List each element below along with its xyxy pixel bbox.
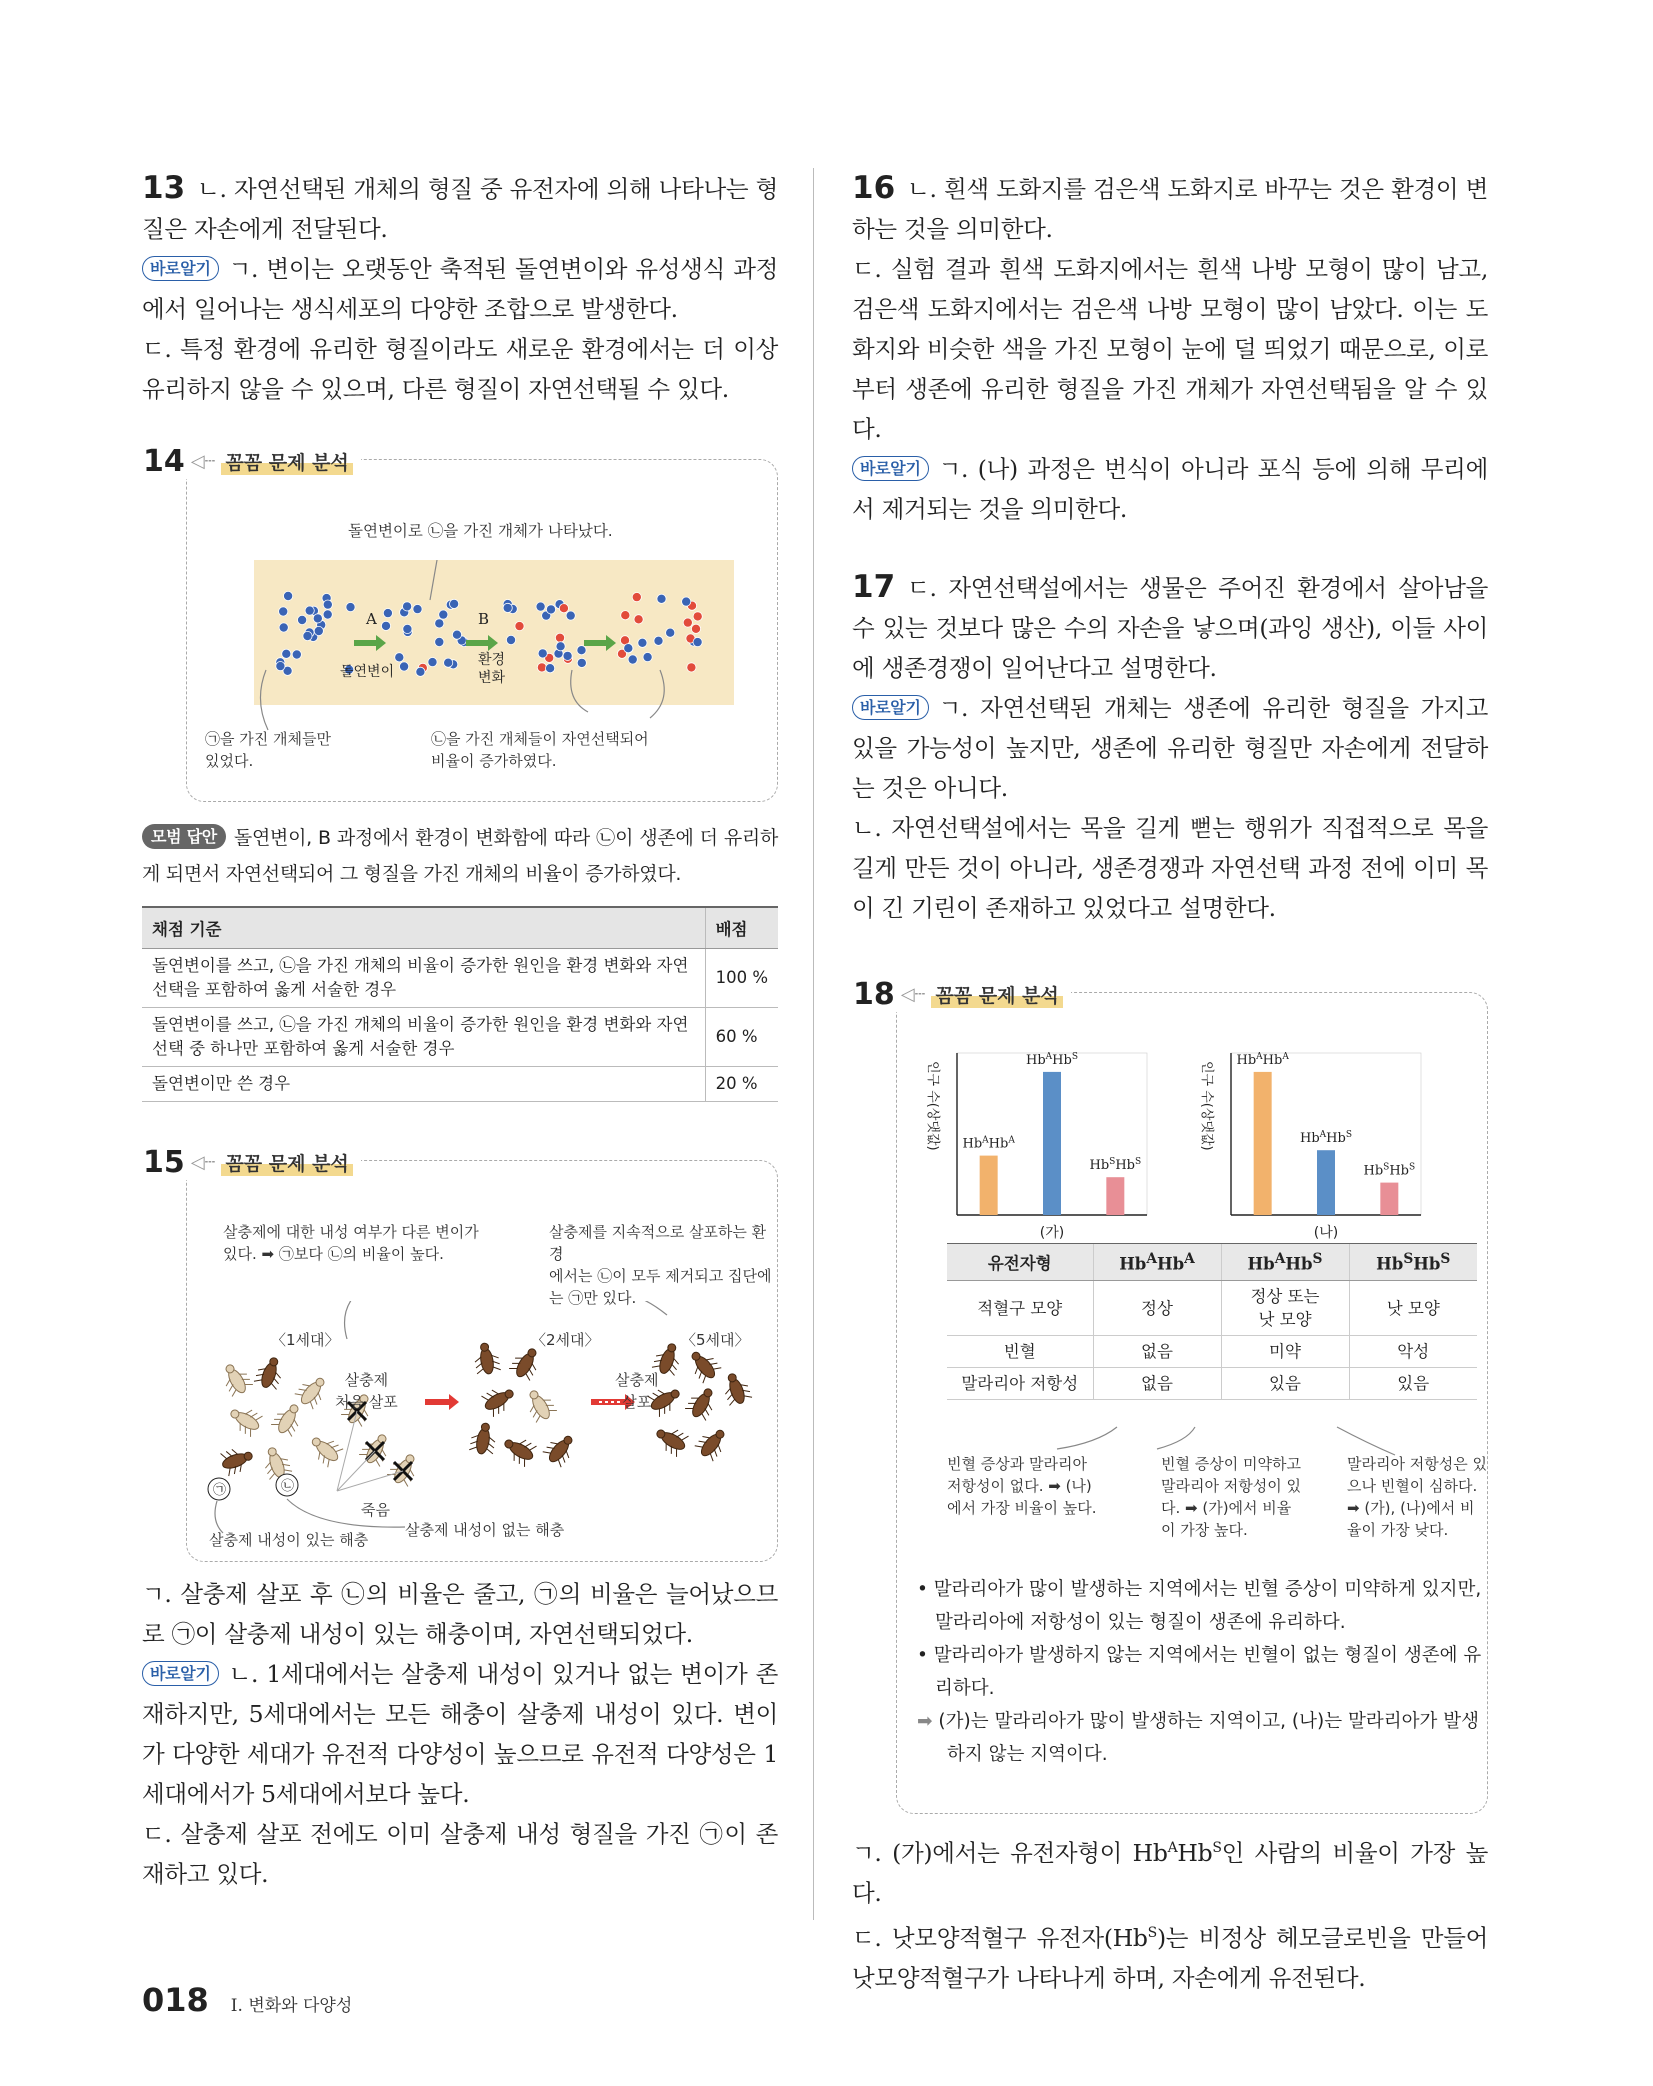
- q18-conclusion: ➡ (가)는 말라리아가 많이 발생하는 지역이고, (나)는 말라리아가 발생하지 않는 지역이다.: [917, 1711, 1479, 1765]
- resistant-note: 살충제 내성이 있는 해충: [209, 1531, 369, 1549]
- bar-label: $Hb^SHb^S$: [1363, 1162, 1416, 1179]
- nonresistant-pest-icon: [270, 1399, 306, 1438]
- resistant-pest-icon: [472, 1341, 501, 1376]
- gen2-label: 〈2세대〉: [531, 1331, 600, 1349]
- scoring-criterion: 돌연변이만 쓴 경우: [142, 1067, 705, 1102]
- cell: 낫 모양: [1349, 1281, 1477, 1336]
- table-row: [142, 1067, 778, 1102]
- individual-a-dot: [416, 667, 425, 676]
- individual-a-dot: [452, 630, 461, 639]
- marker-b-label: ㉡: [281, 1479, 295, 1494]
- q15-p1: ㄱ. 살충제 살포 후 ㉡의 비율은 줄고, ㉠의 비율은 늘어났으므로 ㉠이 살충제 내성이 있는 해충이며, 자연선택되었다.: [142, 1580, 778, 1648]
- q15-analysis-box: [143, 1145, 778, 1562]
- scoring-criterion: 돌연변이를 쓰고, ㉡을 가진 개체의 비율이 증가한 원인을 환경 변화와 자연선택 중 하나만 포함하여 옳게 서술한 경우: [142, 1008, 705, 1067]
- q13-correction-badge: 바로알기: [142, 256, 219, 281]
- x-axis-label: (가): [1039, 1225, 1065, 1241]
- table-row: [142, 949, 778, 1008]
- q18-bullet-2: • 말라리아가 발생하지 않는 지역에서는 빈혈이 없는 형질이 생존에 유리하다.: [917, 1645, 1482, 1699]
- nonresistant-pest-icon: [218, 1359, 254, 1398]
- cell: 없음: [1093, 1336, 1221, 1368]
- table-row: [947, 1368, 1477, 1400]
- cell: 정상: [1093, 1281, 1221, 1336]
- page-number: 018: [142, 1981, 209, 2019]
- genotype-header: 유전자형: [947, 1244, 1093, 1281]
- y-axis-label: 인구 수(상댓값): [925, 1061, 940, 1151]
- q14-box-title: 꼼꼼 문제 분석: [221, 448, 352, 475]
- step-b-label: B: [478, 610, 490, 628]
- scoring-header: [142, 907, 778, 949]
- scoring-table: [142, 906, 778, 1102]
- q15-box-title: 꼼꼼 문제 분석: [221, 1149, 352, 1176]
- individual-a-dot: [566, 611, 575, 620]
- individual-b-dot: [634, 615, 643, 624]
- bar: [980, 1156, 998, 1215]
- individual-a-dot: [577, 658, 586, 667]
- q16: [852, 168, 1488, 529]
- q14-note-right: ㉡을 가진 개체들이 자연선택되어 비율이 증가하였다.: [431, 730, 649, 770]
- left-column: [142, 168, 778, 1894]
- individual-b-dot: [687, 663, 696, 672]
- resistant-pest-icon: [469, 1421, 498, 1456]
- individual-a-dot: [403, 602, 412, 611]
- page-footer: [142, 1981, 352, 2019]
- individual-a-dot: [439, 610, 448, 619]
- table-row: [947, 1281, 1477, 1336]
- marker-a-label: ㉠: [213, 1483, 227, 1498]
- q16-p1: ㄴ. 흰색 도화지를 검은색 도화지로 바꾸는 것은 환경이 변하는 것을 의미한다.: [852, 175, 1488, 243]
- individual-a-dot: [298, 615, 307, 624]
- individual-a-dot: [279, 607, 288, 616]
- resistant-pest-icon: [720, 1370, 753, 1407]
- individual-a-dot: [303, 631, 312, 640]
- bar-label: $Hb^AHb^A$: [962, 1135, 1015, 1152]
- cell: 정상 또는 낫 모양: [1221, 1281, 1349, 1336]
- individual-a-dot: [577, 646, 586, 655]
- bar-label: $Hb^AHb^S$: [1299, 1130, 1353, 1147]
- bar: [1254, 1072, 1272, 1215]
- q17-number: 17: [852, 569, 896, 605]
- model-answer-badge: 모범 답안: [142, 824, 226, 849]
- resistant-pest-icon: [693, 1423, 731, 1462]
- individual-a-dot: [506, 635, 515, 644]
- individual-b-dot: [515, 622, 524, 631]
- bar: [1043, 1072, 1061, 1215]
- chart-na: [1171, 1045, 1441, 1245]
- individual-a-dot: [666, 628, 675, 637]
- pointer-icon: ◁┄: [190, 1152, 216, 1173]
- individual-a-dot: [323, 600, 332, 609]
- q14-number: 14: [143, 444, 185, 479]
- table-row: [947, 1336, 1477, 1368]
- individual-a-dot: [450, 599, 459, 608]
- genotype-col-ss: $Hb^SHb^S$: [1349, 1244, 1477, 1281]
- q18-number: 18: [853, 977, 895, 1012]
- q13-p2: ㄱ. 변이는 오랫동안 축적된 돌연변이와 유성생식 과정에서 일어나는 생식세포의 다양한 조합으로 발생한다.: [142, 255, 778, 323]
- chart-ga: [897, 1045, 1167, 1245]
- q15-p3: ㄷ. 살충제 살포 전에도 이미 살충제 내성 형질을 가진 ㉠이 존재하고 있다.: [142, 1820, 778, 1888]
- q14-analysis-box: [143, 444, 778, 802]
- bar: [1317, 1150, 1335, 1215]
- individual-a-dot: [444, 658, 453, 667]
- individual-a-dot: [313, 614, 322, 623]
- q18-box-title: 꼼꼼 문제 분석: [931, 981, 1062, 1008]
- q14-top-note: 돌연변이로 ㉡을 가진 개체가 나타났다.: [348, 522, 613, 540]
- env-change-label: 변화: [478, 670, 506, 686]
- individual-b-dot: [555, 633, 564, 642]
- bar: [1106, 1177, 1124, 1215]
- q15-correction-badge: 바로알기: [142, 1661, 219, 1686]
- nonresistant-pest-icon: [225, 1402, 264, 1438]
- individual-a-dot: [693, 638, 702, 647]
- individual-a-dot: [563, 651, 572, 660]
- q13: [142, 168, 778, 409]
- x-axis-label: (나): [1313, 1225, 1339, 1241]
- resistant-pest-icon: [684, 1345, 722, 1384]
- individual-a-dot: [546, 664, 555, 673]
- individual-a-dot: [305, 606, 314, 615]
- death-label: 죽음: [361, 1501, 390, 1519]
- q16-correction-badge: 바로알기: [852, 456, 929, 481]
- scoring-header-criterion: 채점 기준: [142, 907, 705, 949]
- section-title: Ⅰ. 변화와 다양성: [230, 1996, 353, 2016]
- individual-a-dot: [682, 597, 691, 606]
- q13-p1: ㄴ. 자연선택된 개체의 형질 중 유전자에 의해 나타나는 형질은 자손에게 전달된다.: [142, 175, 778, 243]
- individual-a-dot: [628, 655, 637, 664]
- individual-a-dot: [346, 603, 355, 612]
- q17: [852, 567, 1488, 928]
- individual-a-dot: [403, 624, 412, 633]
- gen5-label: 〈5세대〉: [681, 1331, 750, 1349]
- individual-a-dot: [314, 626, 323, 635]
- resistant-pest-icon: [219, 1444, 256, 1477]
- q18-note-3: 말라리아 저항성은 있 으나 빈혈이 심하다. ➡ (가), (나)에서 비 율이 가장 낮다.: [1347, 1455, 1487, 1539]
- bar-label: $Hb^SHb^S$: [1089, 1157, 1142, 1174]
- bar-label: $Hb^AHb^A$: [1236, 1051, 1289, 1068]
- step-a-label: A: [366, 610, 377, 628]
- individual-b-dot: [683, 618, 692, 627]
- resistant-pest-icon: [684, 1383, 720, 1422]
- individual-b-dot: [693, 612, 702, 621]
- individual-a-dot: [643, 653, 652, 662]
- q16-p2: ㄷ. 실험 결과 흰색 도화지에서는 흰색 나방 모형이 많이 남고, 검은색 도화지에서는 검은색 나방 모형이 많이 남았다. 이는 도화지와 비슷한 색을 가진 모형이 눈에 덜 띄었기 때문으로, 이로부터 생존에 유리한 형질을 가진 개체가 자연선택됨을 알 수 있다.: [852, 255, 1488, 443]
- scoring-score: 20 %: [705, 1067, 778, 1102]
- genotype-col-as: $Hb^AHb^S$: [1221, 1244, 1349, 1281]
- resistant-pest-icon: [541, 1429, 579, 1468]
- individual-b-dot: [559, 604, 568, 613]
- individual-b-dot: [691, 624, 700, 633]
- q18-analysis-box: [853, 977, 1488, 1814]
- individual-a-dot: [556, 642, 565, 651]
- individual-a-dot: [538, 649, 547, 658]
- bar-label: $Hb^AHb^S$: [1025, 1051, 1079, 1068]
- q18-note-2: 빈혈 증상이 미약하고 말라리아 저항성이 있 다. ➡ (가)에서 비율 이 가장 높다.: [1161, 1455, 1301, 1539]
- scoring-criterion: 돌연변이를 쓰고, ㉡을 가진 개체의 비율이 증가한 원인을 환경 변화와 자연선택을 포함하여 옳게 서술한 경우: [142, 949, 705, 1008]
- gen1-label: 〈1세대〉: [271, 1331, 340, 1349]
- q17-p2: ㄱ. 자연선택된 개체는 생존에 유리한 형질을 가지고 있을 가능성이 높지만, 생존에 유리한 형질만 자손에게 전달하는 것은 아니다.: [852, 694, 1488, 802]
- q18-note-1: 빈혈 증상과 말라리아 저항성이 없다. ➡ (나) 에서 가장 비율이 높다.: [947, 1455, 1097, 1517]
- individual-a-dot: [413, 605, 422, 614]
- scoring-score: 60 %: [705, 1008, 778, 1067]
- bar: [1380, 1183, 1398, 1215]
- individual-a-dot: [292, 650, 301, 659]
- scoring-score: 100 %: [705, 949, 778, 1008]
- individual-a-dot: [638, 638, 647, 647]
- spray-label: 살충제 살포: [615, 1371, 659, 1411]
- q16-p3: ㄱ. (나) 과정은 번식이 아니라 포식 등에 의해 무리에서 제거되는 것을 의미한다.: [852, 455, 1488, 523]
- individual-a-dot: [435, 637, 444, 646]
- q15-note-top-right: 살충제를 지속적으로 살포하는 환경 에서는 ㉡이 모두 제거되고 집단에 는 ㉠만 있다.: [549, 1223, 772, 1307]
- individual-a-dot: [546, 605, 555, 614]
- q15-note-top-left: 살충제에 대한 내성 여부가 다른 변이가 있다. ➡ ㉠보다 ㉡의 비율이 높다.: [223, 1223, 479, 1263]
- cell: 없음: [1093, 1368, 1221, 1400]
- individual-a-dot: [428, 658, 437, 667]
- individual-a-dot: [279, 623, 288, 632]
- resistant-pest-icon: [480, 1382, 519, 1418]
- table-row: [142, 1008, 778, 1067]
- nonresistant-pest-icon: [305, 1430, 344, 1468]
- q13-number: 13: [142, 170, 186, 206]
- individual-a-dot: [323, 610, 332, 619]
- individual-a-dot: [624, 644, 633, 653]
- individual-a-dot: [657, 594, 666, 603]
- individual-a-dot: [654, 636, 663, 645]
- q16-number: 16: [852, 170, 896, 206]
- cell: 있음: [1221, 1368, 1349, 1400]
- row-label: 적혈구 모양: [947, 1281, 1093, 1336]
- q15-p2: ㄴ. 1세대에서는 살충제 내성이 있거나 없는 변이가 존재하지만, 5세대에서는 모든 해충이 살충제 내성이 있다. 변이가 다양한 세대가 유전적 다양성이 높으므로 유전적 다양성은 1세대에서가 5세대에서보다 높다.: [142, 1660, 778, 1808]
- individual-a-dot: [282, 649, 291, 658]
- pointer-icon: ◁┄: [190, 451, 216, 472]
- q18-p1: ㄱ. (가)에서는 유전자형이 $Hb^AHb^S$인 사람의 비율이 가장 높다.: [852, 1838, 1488, 1907]
- right-column: [852, 168, 1488, 1998]
- nonresistant-pest-icon: [293, 1371, 331, 1410]
- resistant-pest-icon: [499, 1432, 538, 1468]
- scoring-header-score: 배점: [705, 907, 778, 949]
- cell: 있음: [1349, 1368, 1477, 1400]
- individual-a-dot: [395, 653, 404, 662]
- q14-note-left: ㉠을 가진 개체들만 있었다.: [205, 730, 331, 770]
- q14-population-diagram: [254, 560, 734, 750]
- nonresistant-note: 살충제 내성이 없는 해충: [405, 1521, 565, 1539]
- q18-p2: ㄷ. 낫모양적혈구 유전자$(Hb^S)$는 비정상 헤모글로빈을 만들어 낫모양적혈구가 나타나게 하며, 자손에게 유전된다.: [852, 1923, 1488, 1992]
- q13-p3: ㄷ. 특정 환경에 유리한 형질이라도 새로운 환경에서는 더 이상 유리하지 않을 수 있으며, 다른 형질이 자연선택될 수 있다.: [142, 335, 778, 403]
- q14-model-answer: 돌연변이, B 과정에서 환경이 변화함에 따라 ㉡이 생존에 더 유리하게 되면서 자연선택되어 그 형질을 가진 개체의 비율이 증가하였다.: [142, 827, 778, 885]
- individual-a-dot: [435, 619, 444, 628]
- individual-a-dot: [381, 621, 390, 630]
- individual-a-dot: [503, 603, 512, 612]
- q18-bullet-1: • 말라리아가 많이 발생하는 지역에서는 빈혈 증상이 미약하게 있지만, 말라리아에 저항성이 있는 형질이 생존에 유리하다.: [917, 1579, 1482, 1633]
- individual-a-dot: [284, 591, 293, 600]
- y-axis-label: 인구 수(상댓값): [1199, 1061, 1214, 1151]
- q17-p1: ㄷ. 자연선택설에서는 생물은 주어진 환경에서 살아남을 수 있는 것보다 많은 수의 자손을 낳으며(과잉 생산), 이들 사이에 생존경쟁이 일어난다고 설명한다.: [852, 574, 1488, 682]
- row-label: 말라리아 저항성: [947, 1368, 1093, 1400]
- arrow-icon: [425, 1394, 459, 1410]
- cell: 악성: [1349, 1336, 1477, 1368]
- pointer-icon: ◁┄: [900, 984, 926, 1005]
- genotype-col-aa: $Hb^AHb^A$: [1093, 1244, 1221, 1281]
- individual-a-dot: [400, 662, 409, 671]
- genotype-table: [947, 1243, 1477, 1400]
- env-change-label: 환경: [478, 652, 506, 668]
- individual-b-dot: [621, 611, 630, 620]
- nonresistant-pest-icon: [522, 1385, 558, 1424]
- q17-correction-badge: 바로알기: [852, 695, 929, 720]
- mutation-label: 돌연변이: [340, 664, 395, 680]
- row-label: 빈혈: [947, 1336, 1093, 1368]
- individual-a-dot: [383, 609, 392, 618]
- individual-b-dot: [537, 663, 546, 672]
- resistant-pest-icon: [651, 1422, 690, 1458]
- q17-p3: ㄴ. 자연선택설에서는 목을 길게 뻗는 행위가 직접적으로 목을 길게 만든 것이 아니라, 생존경쟁과 자연선택 과정 전에 이미 목이 긴 기린이 존재하고 있었다고 설명한다.: [852, 814, 1488, 922]
- column-divider: [813, 168, 814, 1920]
- individual-b-dot: [632, 593, 641, 602]
- cell: 미약: [1221, 1336, 1349, 1368]
- q15-number: 15: [143, 1145, 185, 1180]
- spray-first-label: 살충제 처음 살포: [335, 1371, 398, 1411]
- individual-a-dot: [536, 602, 545, 611]
- resistant-pest-icon: [253, 1354, 286, 1391]
- individual-a-dot: [276, 662, 285, 671]
